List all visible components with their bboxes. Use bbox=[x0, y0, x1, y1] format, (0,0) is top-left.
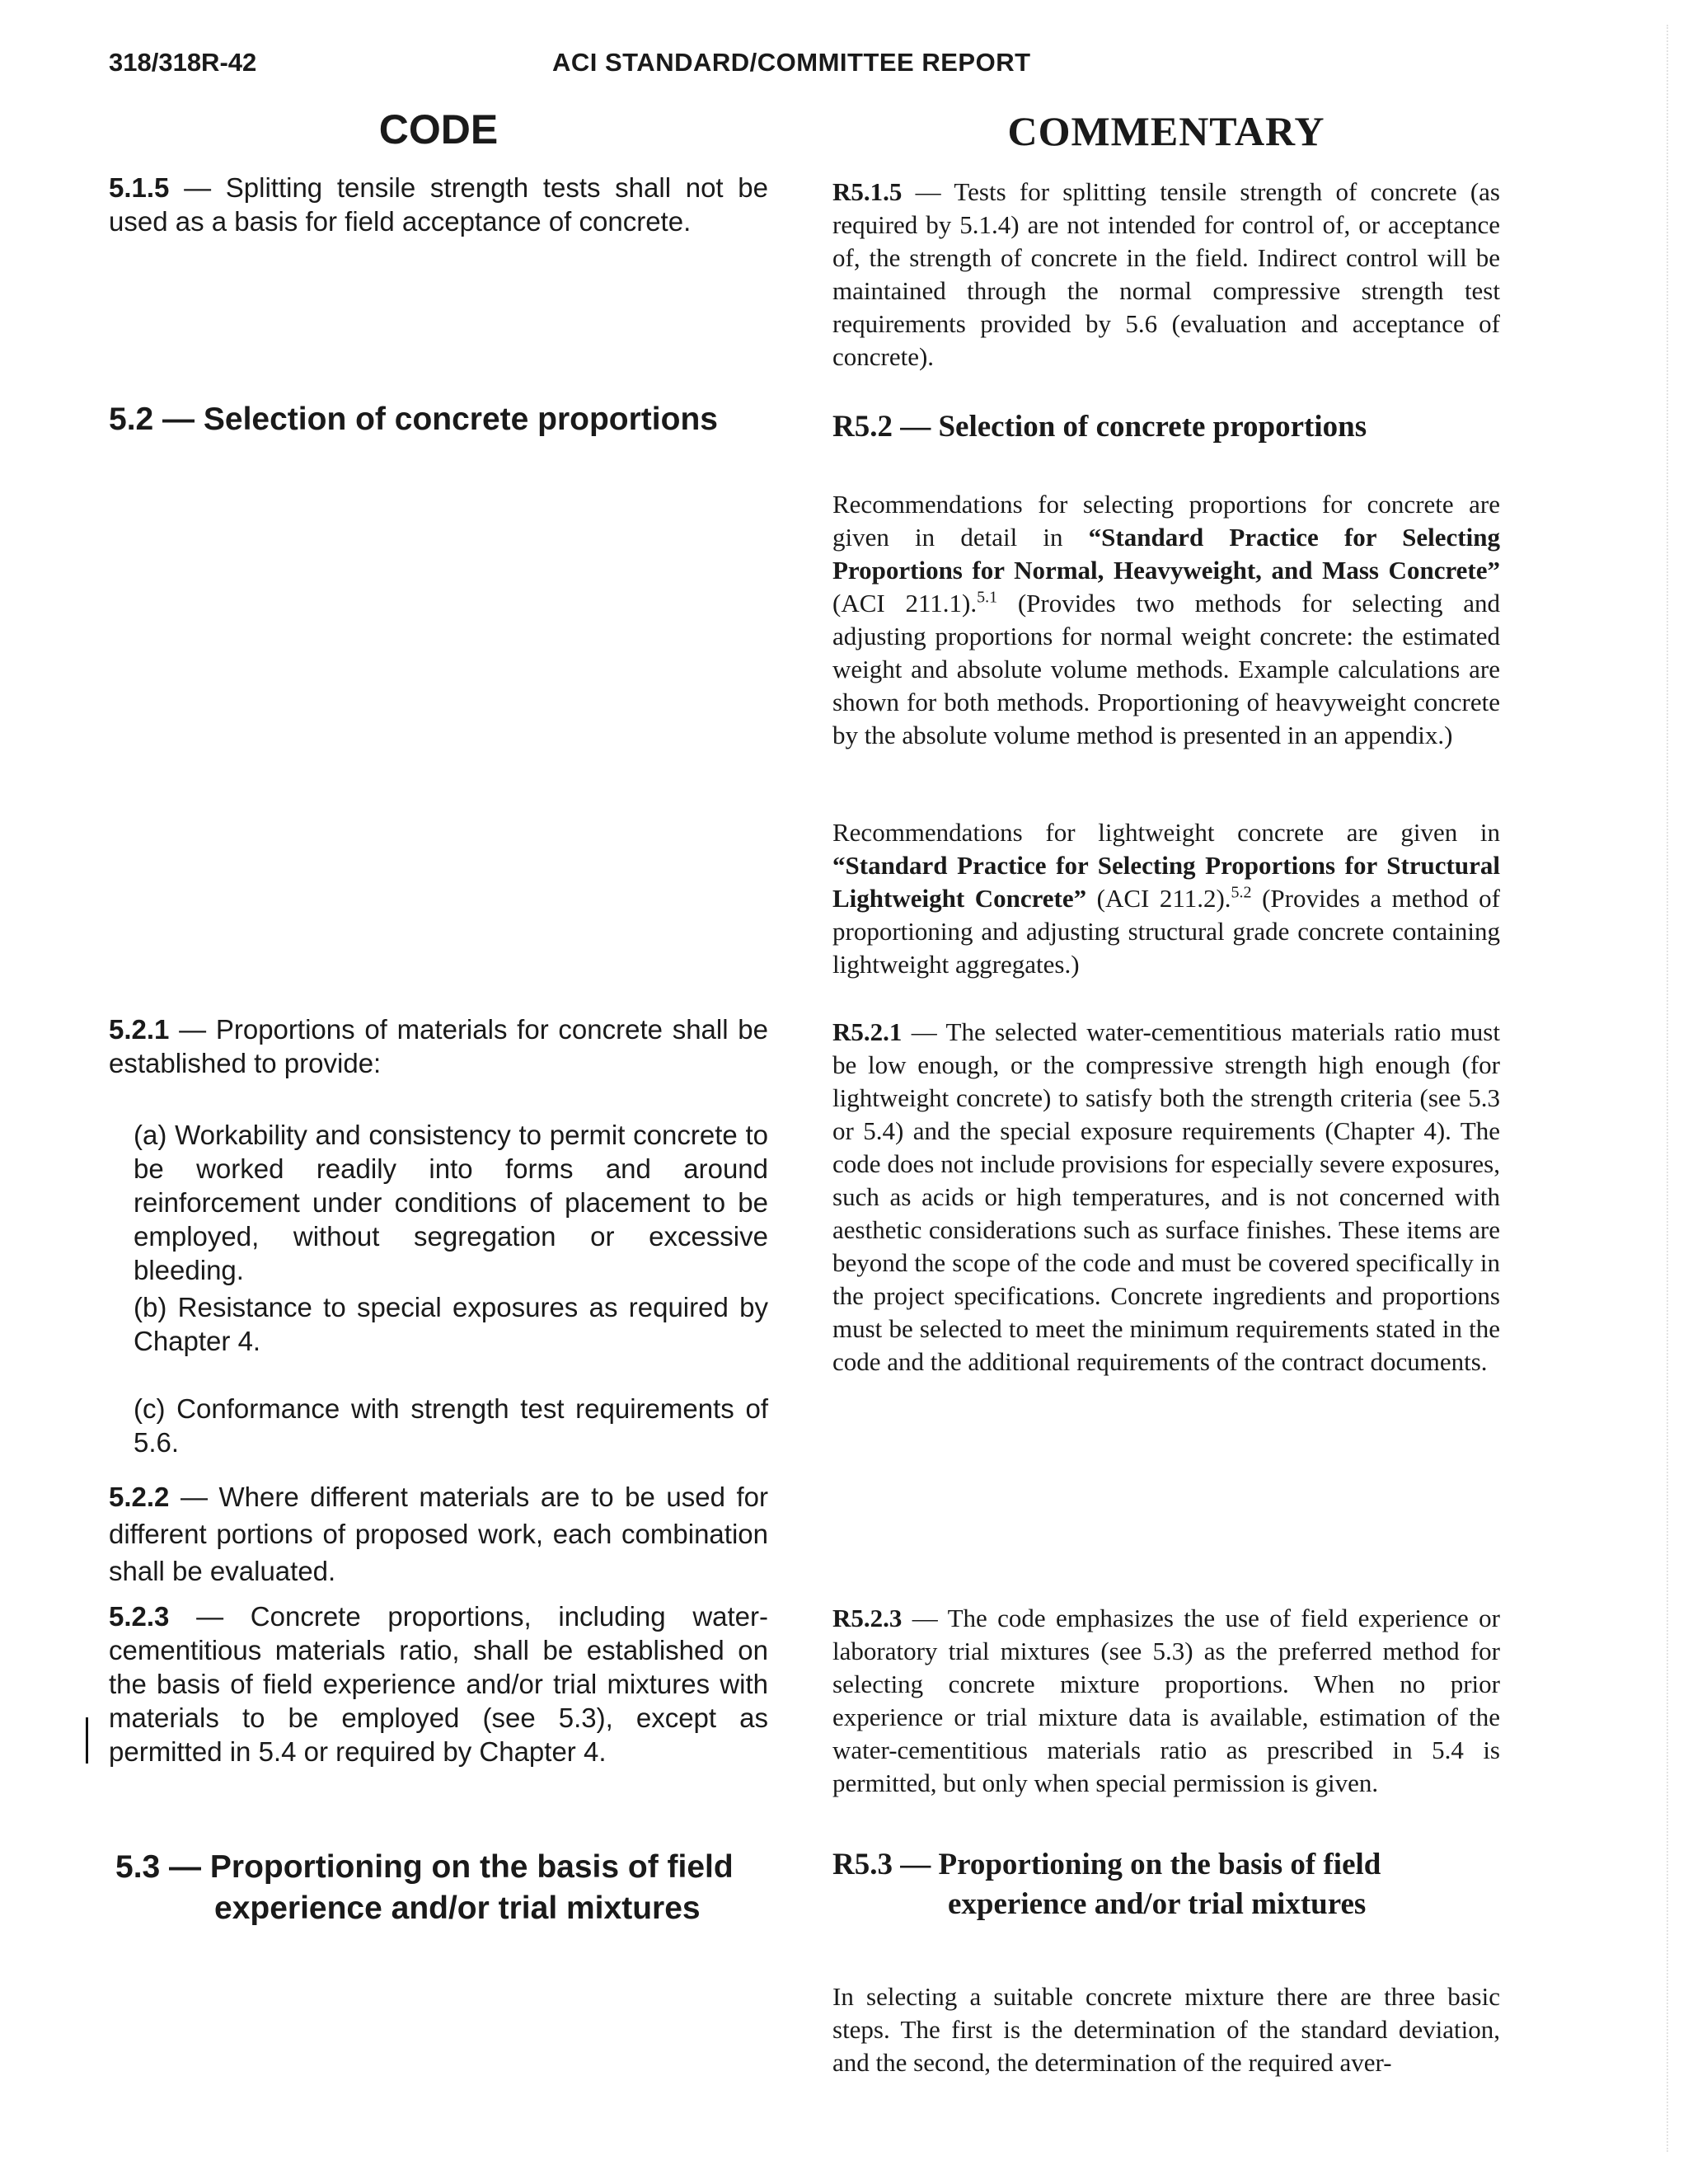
code-item-b: (b) Resistance to special exposures as required by Chapter 4. bbox=[134, 1292, 768, 1356]
code-section-text: — Splitting tensile strength tests shall not be used as a basis for field acceptance of concrete. bbox=[109, 172, 768, 237]
code-section-5-2-1 bbox=[109, 1012, 768, 1080]
commentary-section-text: — The selected water-cementitious materials ratio must be low enough, or the compressive strength high enough (for lightweight concrete) to satisfy both the strength criteria (see 5.3 or 5.4) and the special exposure requirements (Chapter 4). The code does not include provisions for especially severe exposures, such as acids or high temperatures, and is not concerned with aesthetic considerations such as surface finishes. These items are beyond the scope of the code and must be covered specifically in the project specifications. Concrete ingredients and proportions must be selected to meet the minimum requirements stated in the code and the additional requirements of the contract documents. bbox=[832, 1017, 1500, 1376]
code-heading-5-3-line1: 5.3 — Proportioning on the basis of field bbox=[115, 1849, 734, 1885]
commentary-column-title: COMMENTARY bbox=[1007, 108, 1325, 154]
code-section-number: 5.2.2 bbox=[109, 1482, 170, 1512]
code-item-c: (c) Conformance with strength test requirements of 5.6. bbox=[134, 1393, 768, 1458]
standard-title: “Standard Practice for Selecting Proportions for Structural Lightweight Concrete” bbox=[832, 851, 1500, 913]
code-section-5-1-5 bbox=[109, 171, 768, 238]
code-section-text: — Proportions of materials for concrete shall be established to provide: bbox=[109, 1014, 768, 1078]
commentary-heading-r5-2: R5.2 — Selection of concrete proportions bbox=[832, 410, 1367, 444]
commentary-section-number: R5.1.5 bbox=[832, 177, 903, 206]
commentary-r5-2-paragraph-1 bbox=[832, 488, 1500, 752]
revision-change-bar bbox=[86, 1717, 88, 1764]
code-heading-5-3 bbox=[115, 1847, 791, 1929]
commentary-heading-r5-3-line2: experience and/or trial mixtures bbox=[948, 1887, 1367, 1921]
commentary-r5-3-paragraph-1: In selecting a suitable concrete mixture there are three basic steps. The first is the determination of the standard deviation, and the second, the determination of the required aver- bbox=[832, 1982, 1500, 2077]
standard-title: “Standard Practice for Selecting Proportions for Normal, Heavyweight, and Mass Concrete” bbox=[832, 523, 1500, 585]
code-item-a: (a) Workability and consistency to permit concrete to be worked readily into forms and around reinforcement under conditions of placement to be employed, without segregation or excessive bleeding. bbox=[134, 1120, 768, 1285]
code-heading-5-2: 5.2 — Selection of concrete proportions bbox=[109, 402, 718, 437]
commentary-section-number: R5.2.1 bbox=[832, 1017, 903, 1046]
reference-superscript: 5.1 bbox=[977, 588, 998, 607]
commentary-section-text: — The code emphasizes the use of field experience or laboratory trial mixtures (see 5.3) as the preferred method for selecting concrete mixture proportions. When no prior experience or trial mixture data is available, estimation of the water-cementitious materials ratio as prescribed in 5.4 is permitted, but only when special permission is given. bbox=[832, 1604, 1500, 1797]
page-header bbox=[109, 48, 1540, 84]
code-section-5-2-2 bbox=[109, 1478, 768, 1590]
code-section-number: 5.2.3 bbox=[109, 1601, 170, 1632]
commentary-section-r5-2-3 bbox=[832, 1602, 1500, 1800]
paragraph-text: Recommendations for lightweight concrete are given in bbox=[832, 818, 1500, 847]
code-section-text: — Concrete proportions, including water-cementitious materials ratio, shall be established on the basis of field experience and/or trial mixtures with materials to be employed (see 5.3), except as permitted in 5.4 or required by Chapter 4. bbox=[109, 1601, 768, 1767]
commentary-section-number: R5.2.3 bbox=[832, 1604, 903, 1632]
paragraph-text: (Provides a method of proportioning and adjusting structural grade concrete containing lightweight aggregates.) bbox=[832, 884, 1500, 979]
commentary-section-r5-1-5 bbox=[832, 176, 1500, 373]
paragraph-text: (ACI 211.2). bbox=[1086, 884, 1231, 913]
paragraph-text: (ACI 211.1). bbox=[832, 589, 978, 618]
code-section-5-2-3 bbox=[109, 1599, 768, 1768]
code-section-number: 5.2.1 bbox=[109, 1014, 170, 1045]
commentary-r5-2-paragraph-2 bbox=[832, 816, 1500, 981]
reference-superscript: 5.2 bbox=[1231, 883, 1252, 902]
page-edge-line bbox=[1667, 25, 1668, 2152]
running-title: ACI STANDARD/COMMITTEE REPORT bbox=[552, 48, 1031, 77]
code-section-text: — Where different materials are to be used for different portions of proposed work, each combination shall be evaluated. bbox=[109, 1482, 768, 1586]
commentary-section-r5-2-1 bbox=[832, 1016, 1500, 1379]
paragraph-text: Recommendations for selecting proportions for concrete are given in detail in bbox=[832, 490, 1500, 552]
code-heading-5-3-line2: experience and/or trial mixtures bbox=[214, 1890, 701, 1926]
page-number: 318/318R-42 bbox=[109, 48, 257, 77]
code-column-title: CODE bbox=[378, 106, 499, 153]
commentary-heading-r5-3 bbox=[832, 1845, 1508, 1924]
commentary-heading-r5-3-line1: R5.3 — Proportioning on the basis of field bbox=[832, 1848, 1381, 1881]
paragraph-text: (Provides two methods for selecting and adjusting proportions for normal weight concrete: the estimated weight and absolute volume methods. Example calculations are shown for both methods. Proportioning of heavyweight concrete by the absolute volume method is presented in an appendix.) bbox=[832, 589, 1500, 749]
commentary-section-text: — Tests for splitting tensile strength of concrete (as required by 5.1.4) are not intended for control of, or acceptance of, the strength of concrete in the field. Indirect control will be maintained through the normal compressive strength test requirements provided by 5.6 (evaluation and acceptance of concrete). bbox=[832, 177, 1500, 371]
code-section-number: 5.1.5 bbox=[109, 172, 170, 203]
